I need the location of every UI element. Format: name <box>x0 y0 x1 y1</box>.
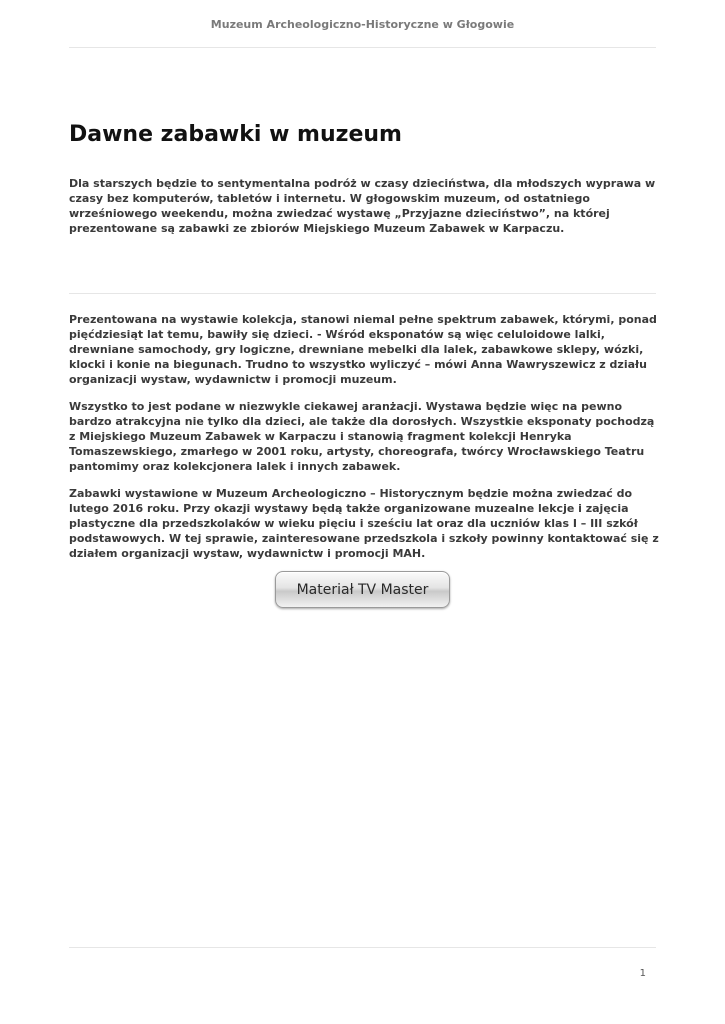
section-divider <box>69 293 656 294</box>
page-title: Dawne zabawki w muzeum <box>69 122 402 147</box>
article-paragraph-3: Zabawki wystawione w Muzeum Archeologiczno – Historycznym będzie można zwiedzać do lutego 2016 roku. Przy okazji wystawy będą także organizowane muzealne lekcje i zajęcia plastyczne dla przedszkolaków w wieku pięciu i sześciu lat oraz dla uczniów klas I – III szkół podstawowych. W tej sprawie, zainteresowane przedszkola i szkoły powinny kontaktować się z działem organizacji wystaw, wydawnictw i promocji MAH. <box>69 487 659 560</box>
header-title: Muzeum Archeologiczno-Historyczne w Głogowie <box>210 18 515 31</box>
footer-divider <box>69 947 656 948</box>
article-paragraph-1: Prezentowana na wystawie kolekcja, stanowi niemal pełne spektrum zabawek, którymi, ponad pięćdziesiąt lat temu, bawiły się dzieci. - Wśród eksponatów są więc celuloidowe lalki, drewniane samochody, gry logiczne, drewniane mebelki dla lalek, zabawkowe sklepy, wózki, klocki i konie na biegunach. Trudno to wszystko wyliczyć – mówi Anna Wawryszewicz z działu organizacji wystaw, wydawnictw i promocji muzeum. <box>69 313 657 386</box>
tv-material-button[interactable]: Materiał TV Master <box>275 571 450 608</box>
article-lead: Dla starszych będzie to sentymentalna podróż w czasy dzieciństwa, dla młodszych wyprawa w czasy bez komputerów, tabletów i internetu. W głogowskim muzeum, od ostatniego wrześniowego weekendu, można zwiedzać wystawę „Przyjazne dzieciństwo”, na której prezentowane są zabawki ze zbiorów Miejskiego Muzeum Zabawek w Karpaczu. <box>69 177 656 235</box>
header-divider <box>69 47 656 48</box>
article-paragraph-2: Wszystko to jest podane w niezwykle ciekawej aranżacji. Wystawa będzie więc na pewno bardzo atrakcyjna nie tylko dla dzieci, ale także dla dorosłych. Wszystkie eksponaty pochodzą z Miejskiego Muzeum Zabawek w Karpaczu i stanowią fragment kolekcji Henryka Tomaszewskiego, zmarłego w 2001 roku, artysty, choreografa, twórcy Wrocławskiego Teatru pantomimy oraz kolekcjonera lalek i innych zabawek. <box>69 400 655 473</box>
page-number: 1 <box>639 968 646 979</box>
article-body <box>69 312 659 573</box>
